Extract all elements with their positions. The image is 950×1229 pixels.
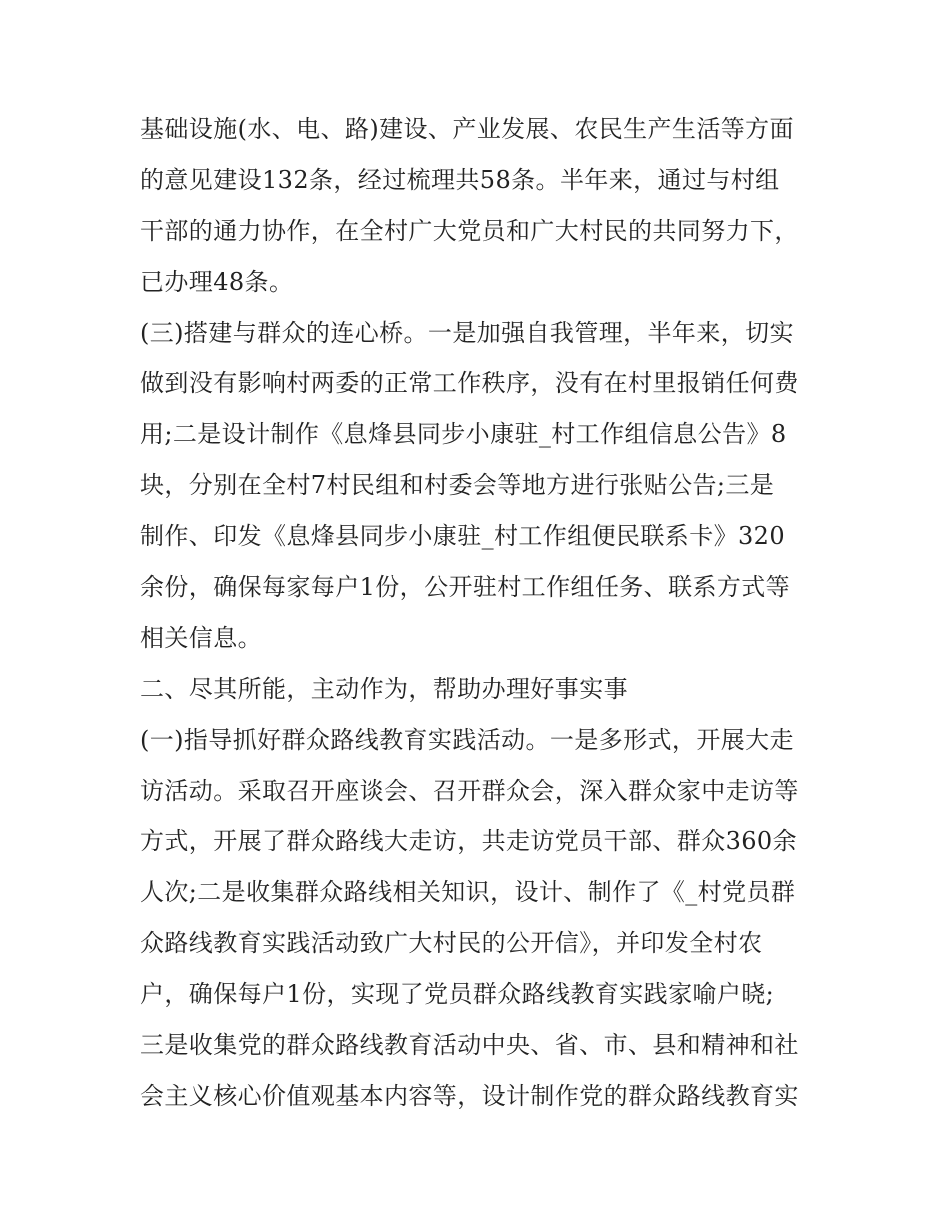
- text-line-19: 三是收集党的群众路线教育活动中央、省、市、县和精神和社: [140, 1031, 799, 1060]
- text-line-18: 户，确保每户1份，实现了党员群众路线教育实践家喻户晓;: [140, 980, 775, 1009]
- text-line-3: 干部的通力协作，在全村广大党员和广大村民的共同努力下，: [140, 216, 799, 245]
- text-line-10: 余份，确保每家每户1份，公开驻村工作组任务、联系方式等: [140, 573, 791, 602]
- text-line-15: 方式，开展了群众路线大走访，共走访党员干部、群众360余: [140, 827, 798, 856]
- text-line-16: 人次;二是收集群众路线相关知识，设计、制作了《_村党员群: [140, 878, 796, 907]
- document-body: [140, 104, 812, 1122]
- text-line-2: 的意见建设132条，经过梳理共58条。半年来，通过与村组: [140, 165, 780, 194]
- text-line-5: (三)搭建与群众的连心桥。一是加强自我管理，半年来，切实: [140, 318, 794, 347]
- text-line-1: 基础设施(水、电、路)建设、产业发展、农民生产生活等方面: [140, 115, 794, 143]
- text-line-14: 访活动。采取召开座谈会、召开群众会，深入群众家中走访等: [140, 776, 799, 805]
- text-line-17: 众路线教育实践活动致广大村民的公开信》，并印发全村农: [140, 929, 763, 958]
- text-line-13: (一)指导抓好群众路线教育实践活动。一是多形式，开展大走: [140, 725, 794, 754]
- text-line-20: 会主义核心价值观基本内容等，设计制作党的群众路线教育实: [140, 1081, 799, 1110]
- text-line-11: 相关信息。: [140, 623, 262, 652]
- text-line-7: 用;二是设计制作《息烽县同步小康驻_村工作组信息公告》8: [140, 420, 787, 449]
- text-line-8: 块，分别在全村7村民组和村委会等地方进行张贴公告;三是: [140, 471, 775, 500]
- text-line-6: 做到没有影响村两委的正常工作秩序，没有在村里报销任何费: [140, 369, 799, 398]
- text-line-4: 已办理48条。: [140, 267, 294, 296]
- text-line-9: 制作、印发《息烽县同步小康驻_村工作组便民联系卡》320: [140, 522, 786, 551]
- section-heading: 二、尽其所能，主动作为，帮助办理好事实事: [140, 674, 628, 703]
